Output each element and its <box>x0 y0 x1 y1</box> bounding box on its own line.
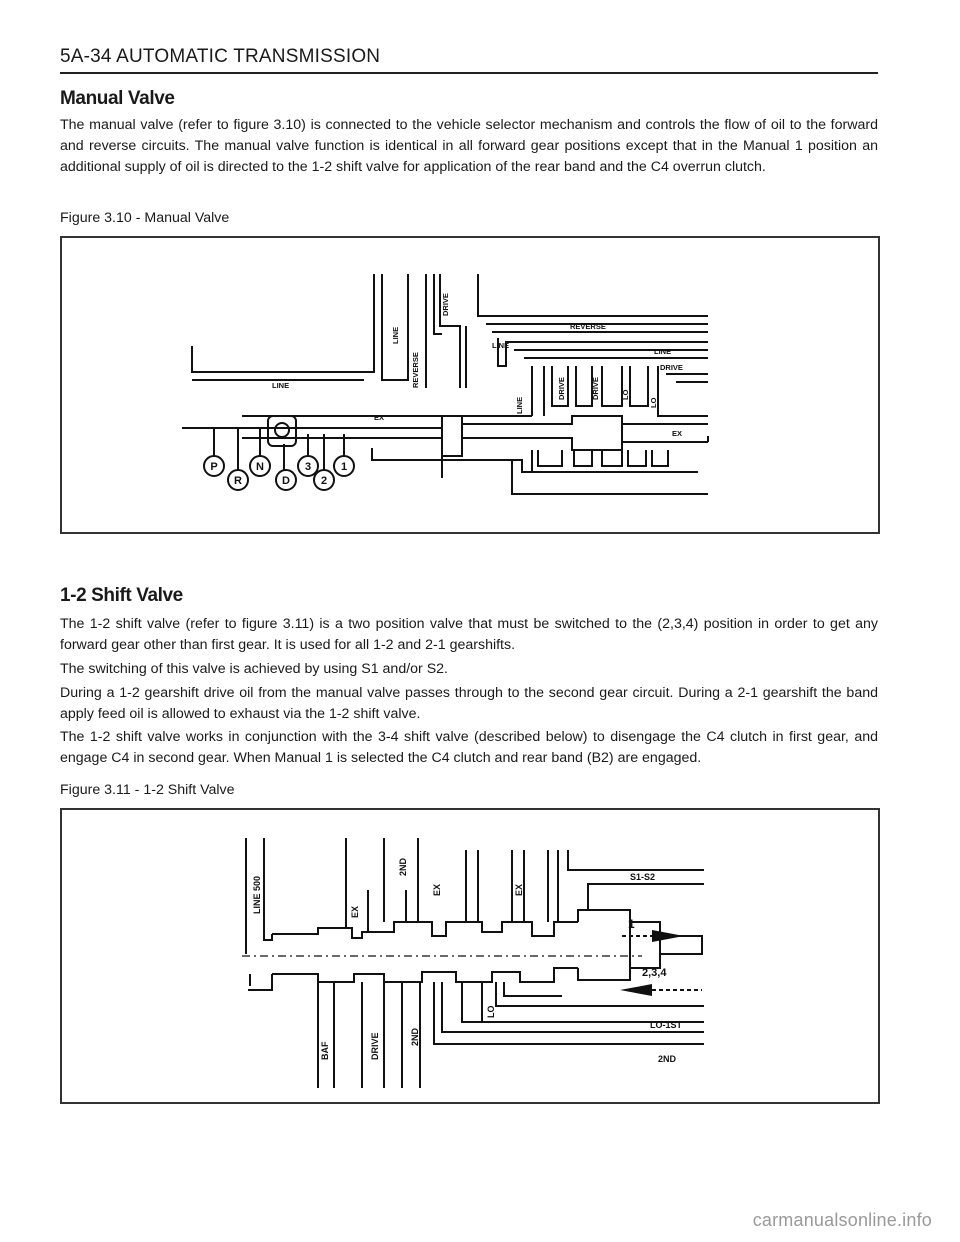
ex-label-a: EX <box>350 905 360 918</box>
s1-s2-label: S1-S2 <box>630 872 656 882</box>
position-1-label: 1 <box>628 917 635 931</box>
arrow-1 <box>622 930 684 942</box>
drive-label: DRIVE <box>370 1032 380 1060</box>
page-header: 5A-34 AUTOMATIC TRANSMISSION <box>60 46 381 67</box>
shift-valve-paragraph-1: The 1-2 shift valve (refer to figure 3.11) is a two position valve that must be switched to the (2,3,4) position in order to get any forward gear other than first gear. It is used for all 1-2 and 2-1 gearshifts. <box>60 616 878 653</box>
position-p-label: P <box>210 461 218 473</box>
drive-label-right: DRIVE <box>660 363 683 372</box>
position-3-label: 3 <box>304 461 312 473</box>
manual-valve-paragraph: The manual valve (refer to figure 3.10) is connected to the vehicle selector mechanism and controls the flow of oil to the forward and reverse circuits. The manual valve function is identical in all forward gear positions except that in the Manual 1 position an additional supply of oil is directed to the 1-2 shift valve for application of the rear band and the C4 overrun clutch. <box>60 117 878 175</box>
reverse-label-vertical: REVERSE <box>411 352 420 388</box>
2nd-label-bottom: 2ND <box>410 1027 420 1046</box>
position-r-label: R <box>234 475 242 487</box>
shift-valve-figure <box>60 808 880 1104</box>
drive-label-spool-a: DRIVE <box>557 377 566 400</box>
line-label-left: LINE <box>272 381 290 390</box>
line-label-vertical: LINE <box>391 326 400 344</box>
position-d-label: D <box>282 475 290 487</box>
manual-valve-diagram <box>62 238 878 532</box>
line500-label: LINE 500 <box>252 875 262 914</box>
header-rule <box>60 72 878 74</box>
watermark[interactable]: carmanualsonline.info <box>752 1210 932 1230</box>
position-2-3-4-label: 2,3,4 <box>642 967 667 979</box>
shift-valve-heading: 1-2 Shift Valve <box>60 585 183 606</box>
shift-valve-paragraph-2: The switching of this valve is achieved by using S1 and/or S2. <box>60 661 449 677</box>
shift-valve-paragraph-3: During a 1-2 gearshift drive oil from the manual valve passes through to the second gear circuit. During a 2-1 gearshift the band apply feed oil is allowed to exhaust via the 1-2 shift valve. <box>60 685 878 722</box>
arrow-2-3-4 <box>620 984 702 996</box>
reverse-label-right: REVERSE <box>570 322 606 331</box>
2nd-label-top: 2ND <box>398 857 408 876</box>
ex-label-right: EX <box>672 429 683 438</box>
lo-label-b: LO <box>649 397 658 408</box>
ex-label-c: EX <box>514 883 524 896</box>
manual-valve-heading: Manual Valve <box>60 88 175 109</box>
lo-1st-label: LO-1ST <box>650 1020 683 1030</box>
lo-label-a: LO <box>621 389 630 400</box>
drive-label-spool-b: DRIVE <box>591 377 600 400</box>
position-1-label: 1 <box>340 461 348 473</box>
line-label-right: LINE <box>654 347 672 356</box>
line-label-mid: LINE <box>492 341 510 350</box>
manual-valve-figure <box>60 236 880 534</box>
ex-label-left: EX <box>374 413 385 422</box>
shift-valve-diagram <box>62 810 878 1102</box>
position-n-label: N <box>256 461 264 473</box>
figure-3-10-caption: Figure 3.10 - Manual Valve <box>60 210 230 226</box>
drive-label-top: DRIVE <box>441 293 450 316</box>
baf-label: BAF <box>320 1041 330 1060</box>
lo-label: LO <box>486 1005 496 1018</box>
ex-label-b: EX <box>432 883 442 896</box>
line-label-spool: LINE <box>515 396 524 414</box>
shift-valve-paragraph-4: The 1-2 shift valve works in conjunction with the 3-4 shift valve (described below) to disengage the C4 clutch in first gear, and engage C4 in second gear. When Manual 1 is selected the C4 clutch and rear band (B2) are engaged. <box>60 729 878 766</box>
2nd-label-right: 2ND <box>658 1054 677 1064</box>
position-2-label: 2 <box>320 475 328 487</box>
figure-3-11-caption: Figure 3.11 - 1-2 Shift Valve <box>60 782 235 798</box>
